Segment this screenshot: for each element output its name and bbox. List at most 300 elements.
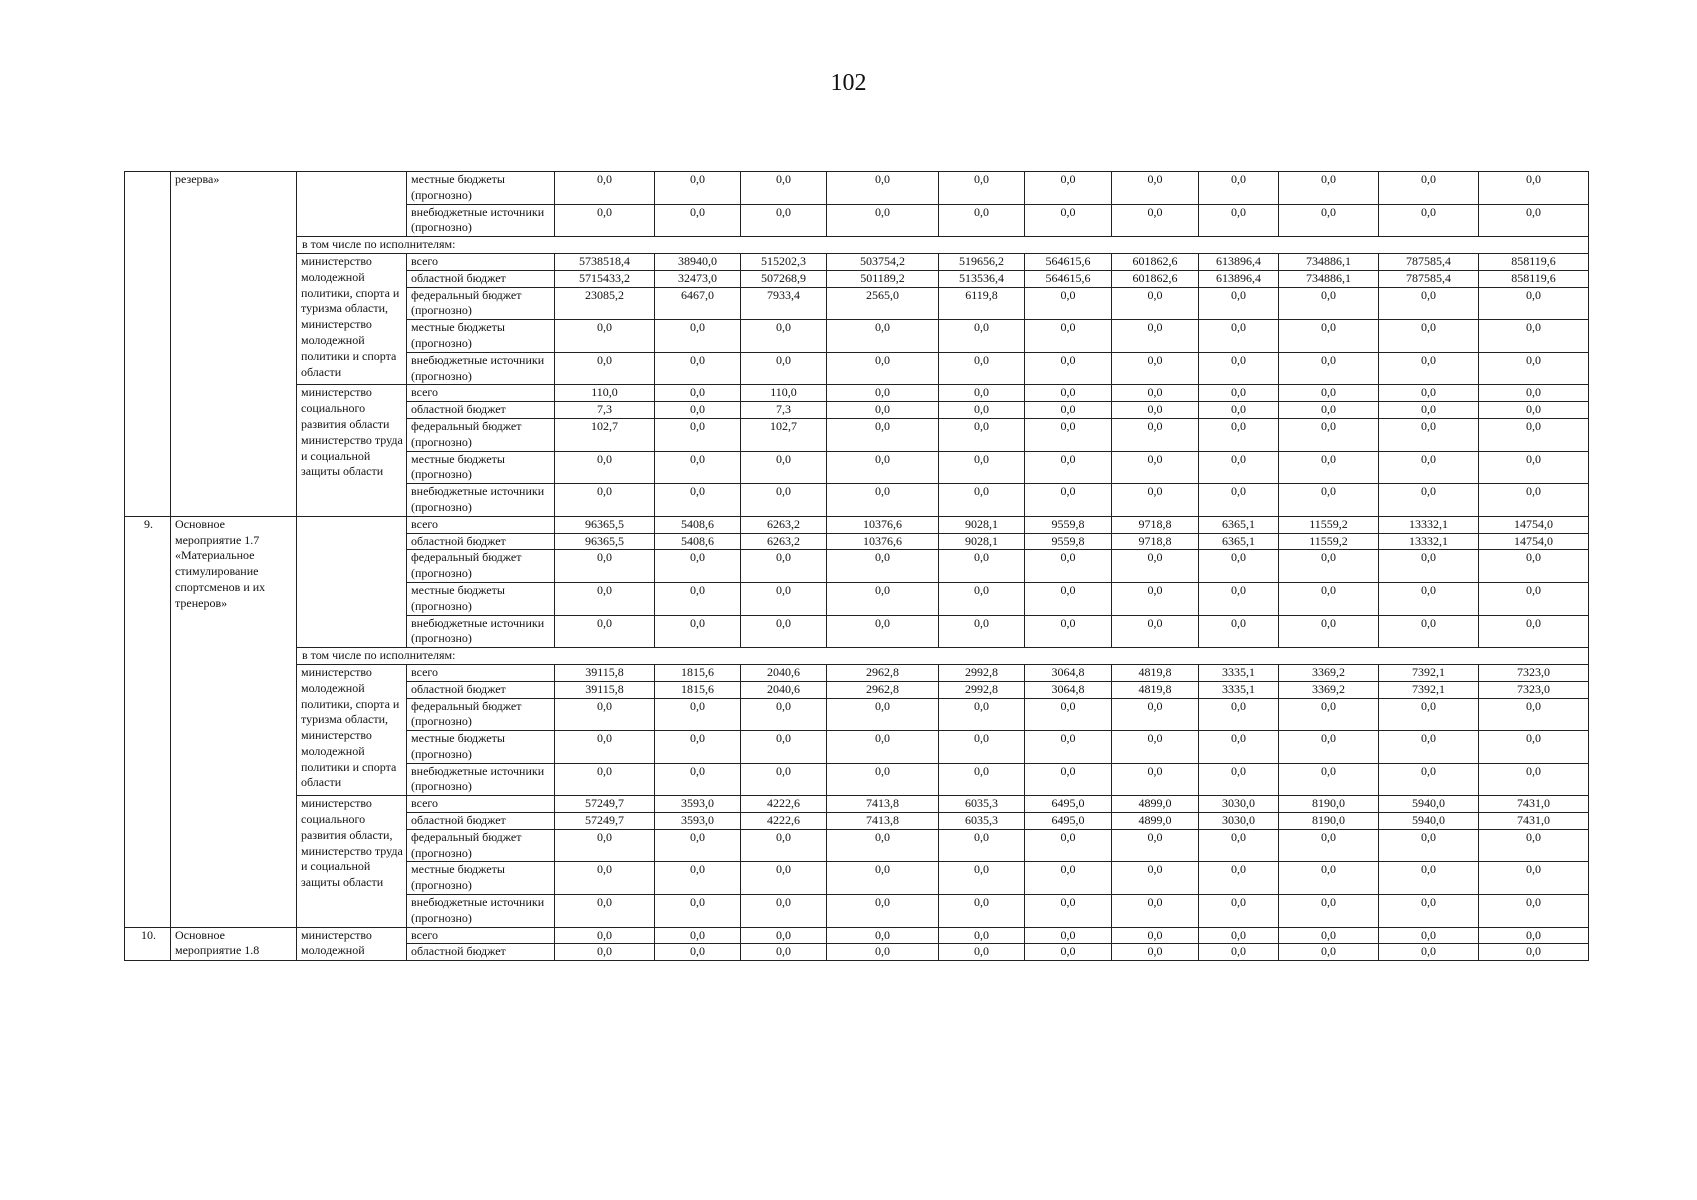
- value-cell: 5715433,2: [555, 270, 655, 287]
- value-cell: 6263,2: [741, 533, 827, 550]
- value-cell: 0,0: [1279, 829, 1379, 862]
- table-row: [125, 648, 1589, 665]
- value-cell: 0,0: [655, 172, 741, 205]
- value-cell: 0,0: [939, 582, 1025, 615]
- value-cell: 0,0: [1112, 615, 1199, 648]
- value-cell: 0,0: [655, 484, 741, 517]
- value-cell: 0,0: [1279, 172, 1379, 205]
- source-cell: всего: [407, 664, 555, 681]
- value-cell: 6035,3: [939, 813, 1025, 830]
- value-cell: 6467,0: [655, 287, 741, 320]
- value-cell: 96365,5: [555, 533, 655, 550]
- executor-cell: министерство социального развития области, министерство труда и социальной защиты области: [297, 796, 407, 927]
- value-cell: 0,0: [1279, 895, 1379, 928]
- table-row: [125, 796, 1589, 813]
- value-cell: 0,0: [1199, 615, 1279, 648]
- table-row: [125, 664, 1589, 681]
- value-cell: 0,0: [655, 829, 741, 862]
- value-cell: 519656,2: [939, 253, 1025, 270]
- value-cell: 0,0: [827, 731, 939, 764]
- source-cell: областной бюджет: [407, 533, 555, 550]
- value-cell: 0,0: [1279, 944, 1379, 961]
- executor-cell: министерство молодежной политики, спорта и туризма области, министерство молодежной политики и спорта области: [297, 253, 407, 384]
- value-cell: 0,0: [1025, 895, 1112, 928]
- value-cell: 9559,8: [1025, 533, 1112, 550]
- value-cell: 0,0: [1025, 385, 1112, 402]
- value-cell: 0,0: [1479, 731, 1589, 764]
- value-cell: 0,0: [827, 352, 939, 385]
- value-cell: 0,0: [827, 204, 939, 237]
- value-cell: 0,0: [1112, 927, 1199, 944]
- by-executors-label: в том числе по исполнителям:: [297, 237, 1589, 254]
- value-cell: 601862,6: [1112, 270, 1199, 287]
- value-cell: 0,0: [1279, 582, 1379, 615]
- value-cell: 0,0: [1199, 927, 1279, 944]
- value-cell: 0,0: [1479, 320, 1589, 353]
- value-cell: 14754,0: [1479, 533, 1589, 550]
- table-row: [125, 172, 1589, 205]
- value-cell: 38940,0: [655, 253, 741, 270]
- value-cell: 0,0: [1279, 615, 1379, 648]
- value-cell: 0,0: [1479, 204, 1589, 237]
- value-cell: 858119,6: [1479, 253, 1589, 270]
- value-cell: 0,0: [1112, 550, 1199, 583]
- value-cell: 0,0: [655, 731, 741, 764]
- value-cell: 0,0: [1279, 763, 1379, 796]
- value-cell: 0,0: [1025, 172, 1112, 205]
- value-cell: 0,0: [1479, 385, 1589, 402]
- value-cell: 2992,8: [939, 664, 1025, 681]
- value-cell: 0,0: [741, 895, 827, 928]
- value-cell: 0,0: [939, 829, 1025, 862]
- value-cell: 0,0: [939, 418, 1025, 451]
- value-cell: 0,0: [939, 615, 1025, 648]
- value-cell: 564615,6: [1025, 253, 1112, 270]
- value-cell: 0,0: [655, 352, 741, 385]
- value-cell: 14754,0: [1479, 516, 1589, 533]
- value-cell: 0,0: [1279, 385, 1379, 402]
- value-cell: 0,0: [1199, 451, 1279, 484]
- value-cell: 7,3: [741, 402, 827, 419]
- value-cell: 5738518,4: [555, 253, 655, 270]
- value-cell: 39115,8: [555, 681, 655, 698]
- value-cell: 6119,8: [939, 287, 1025, 320]
- value-cell: 7392,1: [1379, 681, 1479, 698]
- value-cell: 0,0: [1379, 731, 1479, 764]
- value-cell: 0,0: [827, 829, 939, 862]
- value-cell: 5940,0: [1379, 813, 1479, 830]
- value-cell: 0,0: [1025, 287, 1112, 320]
- value-cell: 0,0: [827, 172, 939, 205]
- value-cell: 0,0: [827, 418, 939, 451]
- value-cell: 0,0: [1479, 615, 1589, 648]
- value-cell: 0,0: [555, 352, 655, 385]
- value-cell: 0,0: [1379, 402, 1479, 419]
- value-cell: 0,0: [1379, 862, 1479, 895]
- value-cell: 0,0: [655, 402, 741, 419]
- value-cell: 2565,0: [827, 287, 939, 320]
- value-cell: 0,0: [741, 550, 827, 583]
- value-cell: 2992,8: [939, 681, 1025, 698]
- value-cell: 3030,0: [1199, 813, 1279, 830]
- value-cell: 0,0: [1379, 615, 1479, 648]
- value-cell: 0,0: [827, 451, 939, 484]
- value-cell: 8190,0: [1279, 796, 1379, 813]
- value-cell: 0,0: [1279, 320, 1379, 353]
- value-cell: 0,0: [827, 763, 939, 796]
- value-cell: 0,0: [555, 204, 655, 237]
- value-cell: 2040,6: [741, 681, 827, 698]
- value-cell: 0,0: [1025, 927, 1112, 944]
- source-cell: внебюджетные источники (прогнозно): [407, 352, 555, 385]
- value-cell: 0,0: [1279, 451, 1379, 484]
- value-cell: 0,0: [741, 731, 827, 764]
- measure-name: Основное мероприятие 1.7 «Материальное стимулирование спортсменов и их тренеров»: [171, 516, 297, 927]
- value-cell: 0,0: [1279, 352, 1379, 385]
- value-cell: 0,0: [555, 484, 655, 517]
- value-cell: 0,0: [1479, 402, 1589, 419]
- value-cell: 11559,2: [1279, 516, 1379, 533]
- value-cell: 0,0: [1112, 698, 1199, 731]
- value-cell: 6035,3: [939, 796, 1025, 813]
- value-cell: 0,0: [655, 320, 741, 353]
- value-cell: 3064,8: [1025, 664, 1112, 681]
- value-cell: 613896,4: [1199, 253, 1279, 270]
- value-cell: 57249,7: [555, 813, 655, 830]
- value-cell: 0,0: [555, 895, 655, 928]
- value-cell: 0,0: [1479, 582, 1589, 615]
- value-cell: 0,0: [1479, 829, 1589, 862]
- value-cell: 0,0: [1112, 829, 1199, 862]
- value-cell: 0,0: [1279, 927, 1379, 944]
- value-cell: 0,0: [741, 944, 827, 961]
- value-cell: 787585,4: [1379, 253, 1479, 270]
- source-cell: областной бюджет: [407, 402, 555, 419]
- value-cell: 0,0: [1199, 402, 1279, 419]
- source-cell: местные бюджеты (прогнозно): [407, 731, 555, 764]
- value-cell: 0,0: [827, 895, 939, 928]
- value-cell: 4899,0: [1112, 813, 1199, 830]
- value-cell: 0,0: [1199, 829, 1279, 862]
- value-cell: 0,0: [827, 927, 939, 944]
- value-cell: 0,0: [1199, 385, 1279, 402]
- table-row: [125, 385, 1589, 402]
- value-cell: 3369,2: [1279, 664, 1379, 681]
- row-index: 9.: [125, 516, 171, 927]
- value-cell: 0,0: [1025, 550, 1112, 583]
- value-cell: 6365,1: [1199, 516, 1279, 533]
- value-cell: 0,0: [1379, 352, 1479, 385]
- value-cell: 0,0: [741, 763, 827, 796]
- table-row: [125, 237, 1589, 254]
- source-cell: всего: [407, 253, 555, 270]
- value-cell: 734886,1: [1279, 270, 1379, 287]
- value-cell: 0,0: [655, 550, 741, 583]
- value-cell: 7413,8: [827, 813, 939, 830]
- value-cell: 1815,6: [655, 664, 741, 681]
- value-cell: 0,0: [741, 829, 827, 862]
- value-cell: 0,0: [939, 385, 1025, 402]
- source-cell: всего: [407, 385, 555, 402]
- value-cell: 0,0: [555, 731, 655, 764]
- value-cell: 4222,6: [741, 796, 827, 813]
- value-cell: 0,0: [1199, 320, 1279, 353]
- table-row: [125, 253, 1589, 270]
- source-cell: федеральный бюджет (прогнозно): [407, 829, 555, 862]
- value-cell: 0,0: [1479, 895, 1589, 928]
- value-cell: 2962,8: [827, 664, 939, 681]
- value-cell: 0,0: [555, 582, 655, 615]
- value-cell: 0,0: [1025, 731, 1112, 764]
- value-cell: 0,0: [1379, 385, 1479, 402]
- value-cell: 7323,0: [1479, 664, 1589, 681]
- value-cell: 0,0: [1479, 927, 1589, 944]
- value-cell: 515202,3: [741, 253, 827, 270]
- value-cell: 0,0: [939, 320, 1025, 353]
- value-cell: 0,0: [555, 615, 655, 648]
- value-cell: 501189,2: [827, 270, 939, 287]
- source-cell: внебюджетные источники (прогнозно): [407, 615, 555, 648]
- value-cell: 6263,2: [741, 516, 827, 533]
- value-cell: 0,0: [1112, 944, 1199, 961]
- value-cell: 0,0: [1025, 418, 1112, 451]
- source-cell: всего: [407, 516, 555, 533]
- value-cell: 6495,0: [1025, 796, 1112, 813]
- value-cell: 0,0: [1479, 287, 1589, 320]
- value-cell: 0,0: [1112, 582, 1199, 615]
- value-cell: 0,0: [555, 927, 655, 944]
- value-cell: 0,0: [1112, 352, 1199, 385]
- value-cell: 0,0: [939, 895, 1025, 928]
- value-cell: 0,0: [655, 944, 741, 961]
- value-cell: 0,0: [1025, 402, 1112, 419]
- value-cell: 0,0: [1379, 204, 1479, 237]
- value-cell: 0,0: [555, 829, 655, 862]
- value-cell: 32473,0: [655, 270, 741, 287]
- value-cell: 0,0: [939, 451, 1025, 484]
- value-cell: 0,0: [1479, 862, 1589, 895]
- value-cell: 0,0: [939, 484, 1025, 517]
- value-cell: 4899,0: [1112, 796, 1199, 813]
- value-cell: 0,0: [1379, 582, 1479, 615]
- value-cell: 0,0: [655, 385, 741, 402]
- executor-cell: [297, 172, 407, 237]
- value-cell: 5940,0: [1379, 796, 1479, 813]
- value-cell: 0,0: [1279, 287, 1379, 320]
- value-cell: 3064,8: [1025, 681, 1112, 698]
- source-cell: федеральный бюджет (прогнозно): [407, 698, 555, 731]
- value-cell: 0,0: [939, 204, 1025, 237]
- value-cell: 0,0: [1479, 484, 1589, 517]
- source-cell: областной бюджет: [407, 944, 555, 961]
- value-cell: 0,0: [1025, 320, 1112, 353]
- value-cell: 6365,1: [1199, 533, 1279, 550]
- value-cell: 0,0: [655, 862, 741, 895]
- value-cell: 787585,4: [1379, 270, 1479, 287]
- value-cell: 0,0: [655, 615, 741, 648]
- value-cell: 0,0: [939, 172, 1025, 205]
- value-cell: 4819,8: [1112, 681, 1199, 698]
- value-cell: 0,0: [1025, 763, 1112, 796]
- source-cell: всего: [407, 796, 555, 813]
- value-cell: 0,0: [741, 862, 827, 895]
- value-cell: 1815,6: [655, 681, 741, 698]
- source-cell: местные бюджеты (прогнозно): [407, 582, 555, 615]
- value-cell: 0,0: [1199, 895, 1279, 928]
- value-cell: 0,0: [655, 895, 741, 928]
- value-cell: 0,0: [1025, 352, 1112, 385]
- value-cell: 0,0: [741, 582, 827, 615]
- value-cell: 503754,2: [827, 253, 939, 270]
- value-cell: 7392,1: [1379, 664, 1479, 681]
- value-cell: 102,7: [741, 418, 827, 451]
- value-cell: 0,0: [1112, 385, 1199, 402]
- value-cell: 7431,0: [1479, 796, 1589, 813]
- value-cell: 4222,6: [741, 813, 827, 830]
- source-cell: федеральный бюджет (прогнозно): [407, 550, 555, 583]
- value-cell: 0,0: [1025, 862, 1112, 895]
- value-cell: 0,0: [1112, 320, 1199, 353]
- value-cell: 110,0: [741, 385, 827, 402]
- value-cell: 0,0: [741, 320, 827, 353]
- value-cell: 0,0: [827, 320, 939, 353]
- value-cell: 0,0: [1112, 731, 1199, 764]
- value-cell: 0,0: [1279, 731, 1379, 764]
- value-cell: 0,0: [1199, 418, 1279, 451]
- value-cell: 0,0: [1379, 829, 1479, 862]
- value-cell: 0,0: [1025, 582, 1112, 615]
- value-cell: 13332,1: [1379, 533, 1479, 550]
- source-cell: местные бюджеты (прогнозно): [407, 451, 555, 484]
- value-cell: 0,0: [1479, 172, 1589, 205]
- value-cell: 0,0: [555, 172, 655, 205]
- table-row: [125, 927, 1589, 944]
- value-cell: 0,0: [827, 944, 939, 961]
- value-cell: 0,0: [1199, 944, 1279, 961]
- value-cell: 0,0: [1379, 172, 1479, 205]
- source-cell: федеральный бюджет (прогнозно): [407, 418, 555, 451]
- value-cell: 0,0: [655, 927, 741, 944]
- measure-name: резерва»: [171, 172, 297, 517]
- value-cell: 0,0: [741, 451, 827, 484]
- value-cell: 0,0: [1112, 402, 1199, 419]
- value-cell: 0,0: [1112, 451, 1199, 484]
- value-cell: 0,0: [1379, 698, 1479, 731]
- value-cell: 9559,8: [1025, 516, 1112, 533]
- value-cell: 0,0: [1112, 172, 1199, 205]
- source-cell: местные бюджеты (прогнозно): [407, 862, 555, 895]
- value-cell: 0,0: [655, 451, 741, 484]
- value-cell: 0,0: [741, 927, 827, 944]
- value-cell: 0,0: [1379, 944, 1479, 961]
- value-cell: 0,0: [1112, 763, 1199, 796]
- value-cell: 9028,1: [939, 516, 1025, 533]
- value-cell: 613896,4: [1199, 270, 1279, 287]
- value-cell: 0,0: [1379, 550, 1479, 583]
- value-cell: 6495,0: [1025, 813, 1112, 830]
- source-cell: всего: [407, 927, 555, 944]
- value-cell: 23085,2: [555, 287, 655, 320]
- value-cell: 0,0: [1379, 287, 1479, 320]
- value-cell: 0,0: [1199, 287, 1279, 320]
- value-cell: 0,0: [827, 698, 939, 731]
- value-cell: 2962,8: [827, 681, 939, 698]
- value-cell: 0,0: [555, 320, 655, 353]
- value-cell: 0,0: [1279, 550, 1379, 583]
- value-cell: 5408,6: [655, 516, 741, 533]
- value-cell: 0,0: [741, 204, 827, 237]
- value-cell: 0,0: [1479, 550, 1589, 583]
- value-cell: 9028,1: [939, 533, 1025, 550]
- value-cell: 3593,0: [655, 796, 741, 813]
- value-cell: 0,0: [1279, 402, 1379, 419]
- value-cell: 0,0: [1025, 204, 1112, 237]
- value-cell: 0,0: [1199, 172, 1279, 205]
- value-cell: 0,0: [1199, 550, 1279, 583]
- value-cell: 11559,2: [1279, 533, 1379, 550]
- value-cell: 0,0: [1112, 418, 1199, 451]
- value-cell: 0,0: [939, 352, 1025, 385]
- value-cell: 0,0: [1025, 484, 1112, 517]
- value-cell: 7,3: [555, 402, 655, 419]
- value-cell: 0,0: [1479, 352, 1589, 385]
- value-cell: 5408,6: [655, 533, 741, 550]
- row-index: 10.: [125, 927, 171, 961]
- source-cell: внебюджетные источники (прогнозно): [407, 204, 555, 237]
- value-cell: 0,0: [655, 763, 741, 796]
- value-cell: 858119,6: [1479, 270, 1589, 287]
- value-cell: 0,0: [1025, 829, 1112, 862]
- value-cell: 0,0: [1112, 204, 1199, 237]
- executor-cell: министерство молодежной: [297, 927, 407, 961]
- value-cell: 0,0: [555, 763, 655, 796]
- source-cell: внебюджетные источники (прогнозно): [407, 763, 555, 796]
- value-cell: 0,0: [555, 944, 655, 961]
- value-cell: 0,0: [1199, 862, 1279, 895]
- value-cell: 0,0: [1479, 698, 1589, 731]
- value-cell: 0,0: [1199, 698, 1279, 731]
- value-cell: 0,0: [655, 204, 741, 237]
- value-cell: 601862,6: [1112, 253, 1199, 270]
- value-cell: 0,0: [741, 484, 827, 517]
- value-cell: 0,0: [741, 615, 827, 648]
- value-cell: 0,0: [1279, 204, 1379, 237]
- value-cell: 0,0: [1379, 763, 1479, 796]
- executor-cell: министерство молодежной политики, спорта и туризма области, министерство молодежной политики и спорта области: [297, 664, 407, 795]
- source-cell: областной бюджет: [407, 270, 555, 287]
- budget-table: [124, 171, 1589, 961]
- value-cell: 0,0: [1112, 287, 1199, 320]
- source-cell: областной бюджет: [407, 681, 555, 698]
- value-cell: 0,0: [1279, 418, 1379, 451]
- value-cell: 0,0: [939, 731, 1025, 764]
- value-cell: 0,0: [939, 698, 1025, 731]
- value-cell: 7323,0: [1479, 681, 1589, 698]
- value-cell: 0,0: [939, 763, 1025, 796]
- value-cell: 3030,0: [1199, 796, 1279, 813]
- value-cell: 0,0: [555, 451, 655, 484]
- value-cell: 9718,8: [1112, 533, 1199, 550]
- value-cell: 0,0: [827, 484, 939, 517]
- value-cell: 0,0: [939, 402, 1025, 419]
- value-cell: 10376,6: [827, 516, 939, 533]
- source-cell: местные бюджеты (прогнозно): [407, 320, 555, 353]
- value-cell: 0,0: [655, 698, 741, 731]
- value-cell: 0,0: [827, 862, 939, 895]
- value-cell: 0,0: [741, 172, 827, 205]
- value-cell: 0,0: [939, 944, 1025, 961]
- value-cell: 0,0: [1379, 418, 1479, 451]
